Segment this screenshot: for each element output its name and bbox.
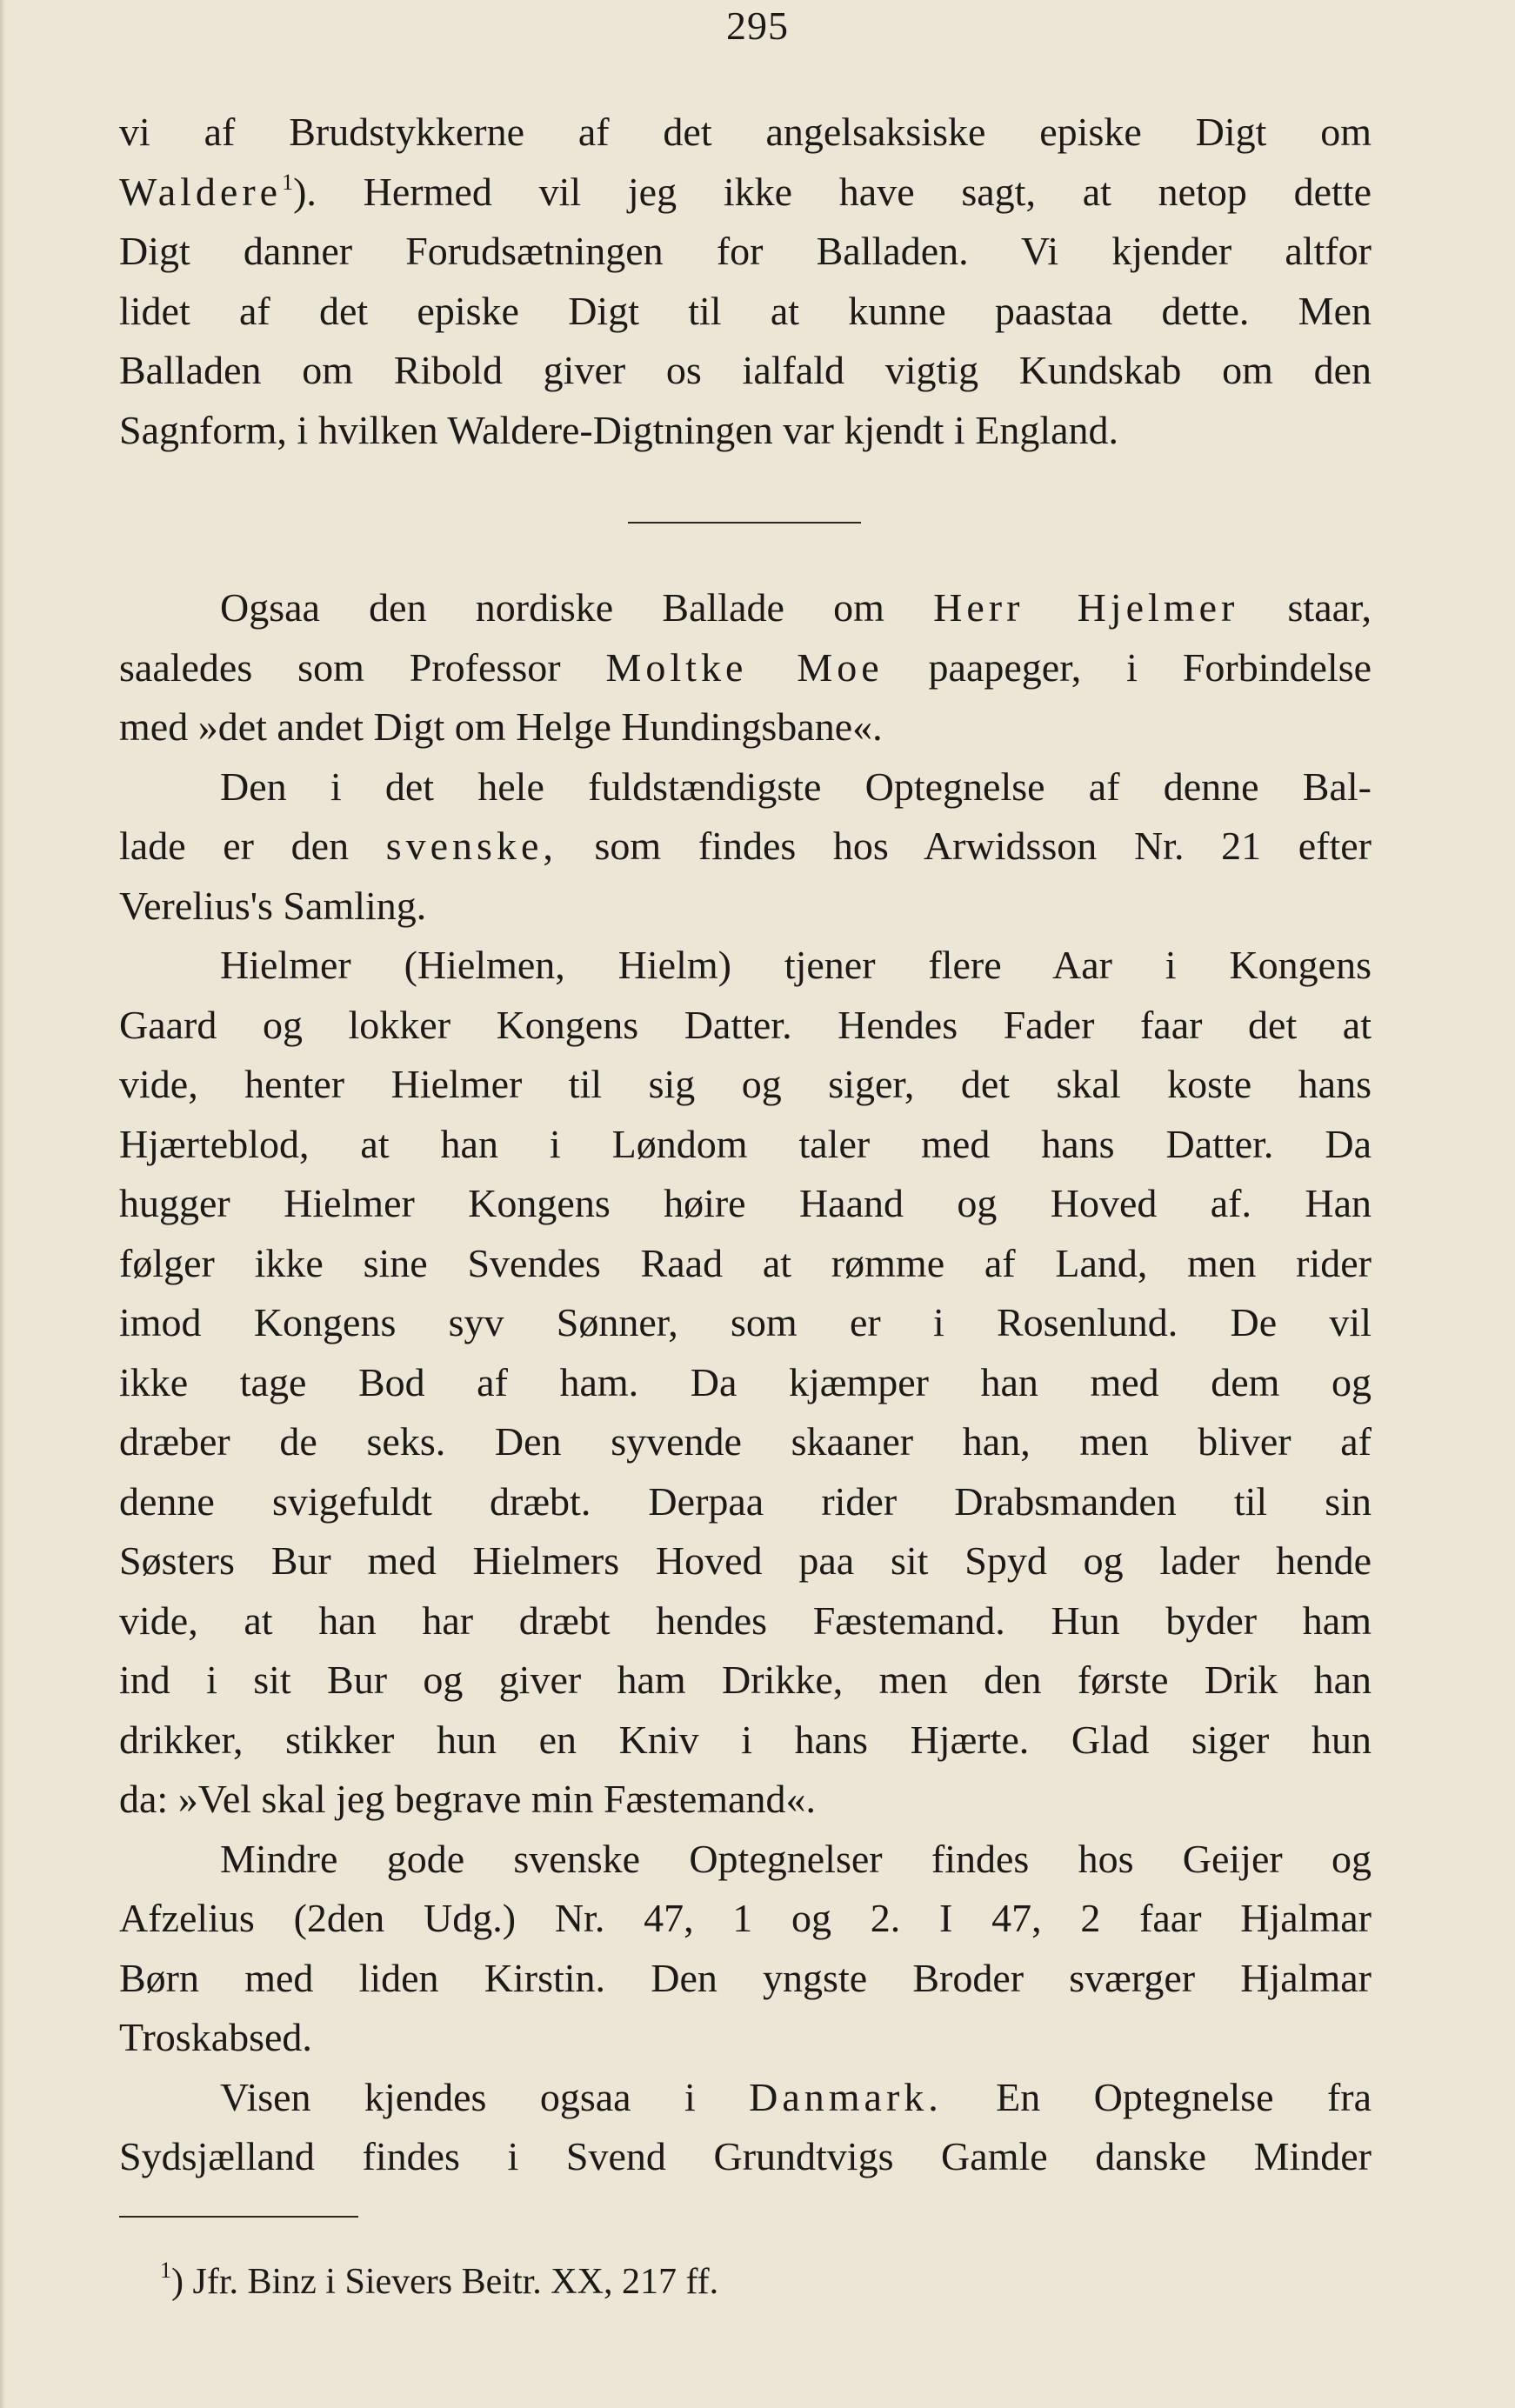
- text-line: Digt danner Forudsætningen for Balladen. Vi kjender altfor: [119, 229, 1372, 273]
- text-line: denne svigefuldt dræbt. Derpaa rider Drabsmanden til sin: [119, 1478, 1372, 1524]
- footnote-text: ) Jfr. Binz i Sievers Beitr. XX, 217 ff.: [171, 2262, 719, 2302]
- page-number: 295: [726, 3, 789, 48]
- text-line: lidet af det episke Digt til at kunne paastaa dette. Men: [119, 288, 1372, 333]
- text-line: Børn med liden Kirstin. Den yngste Broder sværger Hjalmar: [119, 1955, 1372, 2000]
- text-line: Mindre gode svenske Optegnelser findes hos Geijer og: [220, 1836, 1372, 1881]
- text-line: lade er den svenske, som findes hos Arwidsson Nr. 21 efter: [119, 824, 1372, 868]
- spaced-word-danmark: Danmark.: [749, 2074, 943, 2119]
- spaced-name-moltke-moe: Moltke Moe: [605, 644, 884, 690]
- text-line: Sagnform, i hvilken Waldere-Digtningen var kjendt i England.: [119, 407, 1119, 452]
- text-line: Hjærteblod, at han i Løndom taler med hans Datter. Da: [119, 1121, 1372, 1166]
- text-line: Ogsaa den nordiske Ballade om Herr Hjelmer staar,: [220, 585, 1372, 630]
- section-divider: [628, 522, 861, 524]
- text-line: Hielmer (Hielmen, Hielm) tjener flere Aar i Kongens: [220, 943, 1372, 987]
- text-line: imod Kongens syv Sønner, som er i Rosenlund. De vil: [119, 1300, 1372, 1344]
- footnote-divider: [119, 2216, 358, 2218]
- spaced-name-herr-hjelmer: Herr Hjelmer: [933, 585, 1239, 630]
- footnote-reference-close: ).: [293, 169, 317, 214]
- text-line: Verelius's Samling.: [119, 883, 427, 928]
- text-line: Afzelius (2den Udg.) Nr. 47, 1 og 2. I 47, 2 faar Hjalmar: [119, 1896, 1372, 1940]
- text-line: følger ikke sine Svendes Raad at rømme af Land, men rider: [119, 1240, 1372, 1285]
- text-line: med »det andet Digt om Helge Hundingsbane«.: [119, 704, 883, 749]
- text-line: Visen kjendes ogsaa i Danmark. En Optegnelse fra: [220, 2074, 1372, 2119]
- text-line: Den i det hele fuldstændigste Optegnelse af denne Bal-: [220, 764, 1372, 809]
- text-line: vi af Brudstykkerne af det angelsaksiske episke Digt om: [119, 110, 1372, 154]
- spaced-name-waldere: Waldere: [119, 169, 283, 214]
- text-line: saaledes som Professor Moltke Moe paapeger, i Forbindelse: [119, 644, 1372, 690]
- text-line: drikker, stikker hun en Kniv i hans Hjærte. Glad siger hun: [119, 1717, 1372, 1762]
- text-line: ikke tage Bod af ham. Da kjæmper han med dem og: [119, 1359, 1372, 1404]
- paragraph-waldere: [119, 103, 1372, 460]
- footnote-reference: 1: [282, 169, 294, 195]
- page-edge: [0, 0, 5, 2408]
- text-line: Troskabsed.: [119, 2015, 312, 2059]
- paragraph-hjelmer: [119, 578, 1372, 2187]
- spaced-word-svenske: svenske,: [385, 824, 557, 868]
- text-line: vide, henter Hielmer til sig og siger, det skal koste hans: [119, 1062, 1372, 1106]
- text-line: Waldere$^1$). Hermed vil jeg ikke have sagt, at netop dette: [119, 169, 1372, 214]
- footnote: [160, 2256, 718, 2308]
- text-line: vide, at han har dræbt hendes Fæstemand. Hun byder ham: [119, 1598, 1372, 1643]
- text-line: Søsters Bur med Hielmers Hoved paa sit Spyd og lader hende: [119, 1538, 1372, 1583]
- text-line: Balladen om Ribold giver os ialfald vigtig Kundskab om den: [119, 348, 1372, 392]
- text-line: hugger Hielmer Kongens høire Haand og Hoved af. Han: [119, 1181, 1372, 1225]
- footnote-marker: 1: [160, 2258, 171, 2283]
- text-line: Gaard og lokker Kongens Datter. Hendes Fader faar det at: [119, 1002, 1372, 1047]
- text-line: Sydsjælland findes i Svend Grundtvigs Gamle danske Minder: [119, 2134, 1372, 2178]
- text-line: da: »Vel skal jeg begrave min Fæstemand«.: [119, 1777, 817, 1821]
- text-line: dræber de seks. Den syvende skaaner han, men bliver af: [119, 1419, 1372, 1464]
- text-line: ind i sit Bur og giver ham Drikke, men den første Drik han: [119, 1658, 1372, 1702]
